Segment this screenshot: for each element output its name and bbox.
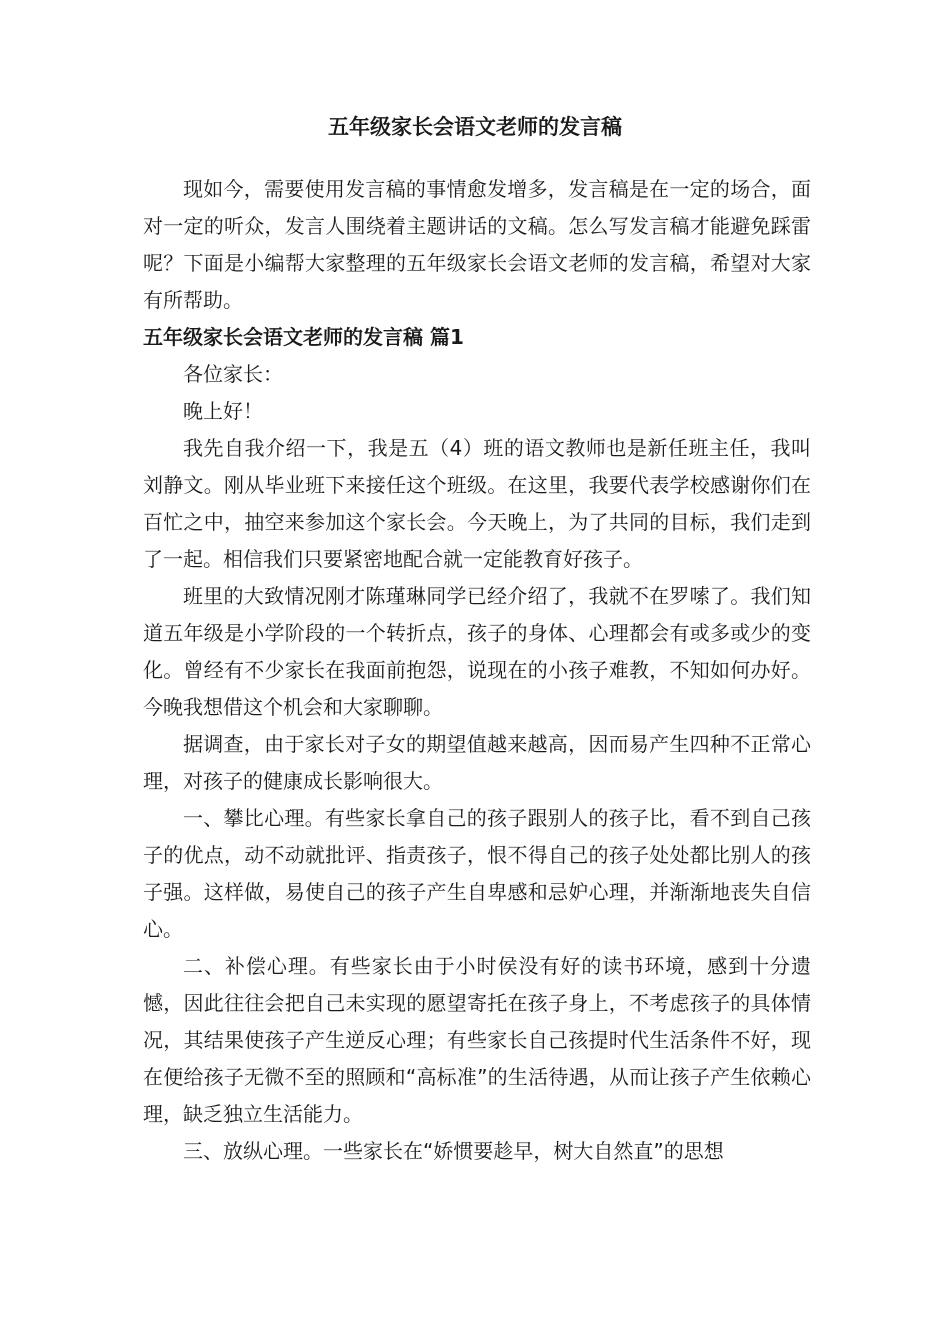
body-paragraph: 我先自我介绍一下，我是五（4）班的语文教师也是新任班主任，我叫刘静文。刚从毕业班下来接任这个班级。在这里，我要代表学校感谢你们在百忙之中，抽空来参加这个家长会。今天晚上，为了共同的目标，我们走到了一起。相信我们只要紧密地配合就一定能教育好孩子。 (143, 436, 811, 571)
greeting-paragraph: 各位家长： (183, 362, 283, 386)
body-paragraph: 一、攀比心理。有些家长拿自己的孩子跟别人的孩子比，看不到自己孩子的优点，动不动就批评、指责孩子，恨不得自己的孩子处处都比别人的孩子强。这样做，易使自己的孩子产生自卑感和忌妒心理，并渐渐地丧失自信心。 (143, 806, 811, 941)
salutation-paragraph: 晚上好！ (183, 399, 263, 423)
section-heading: 五年级家长会语文老师的发言稿 篇1 (143, 325, 464, 349)
body-paragraph: 据调查，由于家长对子女的期望值越来越高，因而易产生四种不正常心理，对孩子的健康成长影响很大。 (143, 732, 811, 793)
document-body (143, 171, 811, 1170)
body-paragraph: 三、放纵心理。一些家长在“娇惯要趁早，树大自然直”的思想 (183, 1139, 724, 1163)
document-title: 五年级家长会语文老师的发言稿 (328, 115, 622, 139)
body-paragraph: 班里的大致情况刚才陈瑾琳同学已经介绍了，我就不在罗嗦了。我们知道五年级是小学阶段的一个转折点，孩子的身体、心理都会有或多或少的变化。曾经有不少家长在我面前抱怨，说现在的小孩子难教，不知如何办好。今晚我想借这个机会和大家聊聊。 (143, 584, 811, 719)
intro-paragraph: 现如今，需要使用发言稿的事情愈发增多，发言稿是在一定的场合，面对一定的听众，发言人围绕着主题讲话的文稿。怎么写发言稿才能避免踩雷呢？下面是小编帮大家整理的五年级家长会语文老师的发言稿，希望对大家有所帮助。 (143, 177, 811, 312)
body-paragraph: 二、补偿心理。有些家长由于小时侯没有好的读书环境，感到十分遗憾，因此往往会把自己未实现的愿望寄托在孩子身上，不考虑孩子的具体情况，其结果使孩子产生逆反心理；有些家长自己孩提时代生活条件不好，现在便给孩子无微不至的照顾和“高标准”的生活待遇，从而让孩子产生依赖心理，缺乏独立生活能力。 (143, 954, 811, 1126)
